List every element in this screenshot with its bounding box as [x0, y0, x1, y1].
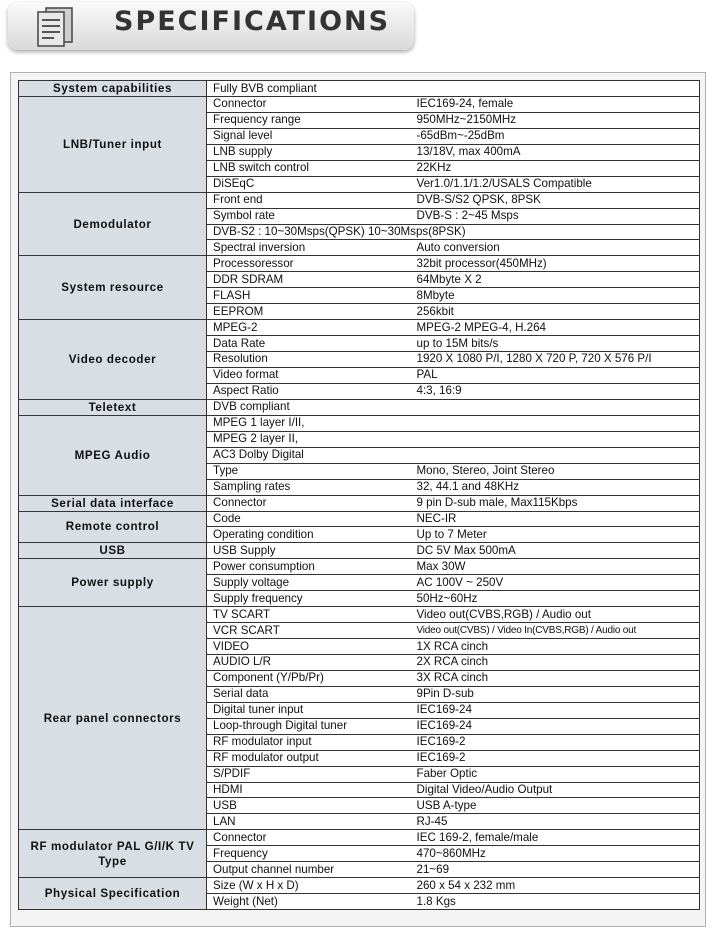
spec-value: IEC169-2 [411, 734, 700, 750]
spec-value: Auto conversion [411, 240, 700, 256]
spec-label: MPEG-2 [207, 320, 411, 336]
spec-label: Front end [207, 192, 411, 208]
category-cell: LNB/Tuner input [19, 97, 207, 193]
table-row [19, 543, 700, 559]
spec-label: LNB switch control [207, 160, 411, 176]
spec-span-cell: Fully BVB compliant [207, 81, 700, 97]
spec-value: Max 30W [411, 559, 700, 575]
category-cell: Power supply [19, 559, 207, 607]
spec-label: HDMI [207, 782, 411, 798]
spec-value: Video out(CVBS) / Video In(CVBS,RGB) / Audio out [411, 623, 700, 639]
spec-value: 21~69 [411, 862, 700, 878]
spec-label: Supply frequency [207, 591, 411, 607]
table-row [19, 192, 700, 208]
spec-label: Code [207, 511, 411, 527]
spec-label: DiSEqC [207, 176, 411, 192]
spec-label: Processoressor [207, 256, 411, 272]
spec-value: 1920 X 1080 P/I, 1280 X 720 P, 720 X 576 P/I [411, 352, 700, 368]
spec-label: DDR SDRAM [207, 272, 411, 288]
spec-value: 8Mbyte [411, 288, 700, 304]
spec-value: -65dBm~-25dBm [411, 128, 700, 144]
table-row [19, 607, 700, 623]
spec-label: Resolution [207, 352, 411, 368]
spec-label: USB [207, 798, 411, 814]
spec-value: IEC169-24 [411, 718, 700, 734]
category-cell: Serial data interface [19, 495, 207, 511]
spec-label: Supply voltage [207, 575, 411, 591]
spec-value: Mono, Stereo, Joint Stereo [411, 463, 700, 479]
category-cell: System capabilities [19, 81, 207, 97]
spec-value: Faber Optic [411, 766, 700, 782]
spec-value: 9 pin D-sub male, Max115Kbps [411, 495, 700, 511]
category-cell: MPEG Audio [19, 415, 207, 495]
spec-value: USB A-type [411, 798, 700, 814]
spec-value: IEC 169-2, female/male [411, 830, 700, 846]
spec-label: Power consumption [207, 559, 411, 575]
spec-label: TV SCART [207, 607, 411, 623]
category-cell: RF modulator PAL G/I/K TV Type [19, 830, 207, 878]
table-row [19, 256, 700, 272]
spec-value: DC 5V Max 500mA [411, 543, 700, 559]
spec-value: DVB-S/S2 QPSK, 8PSK [411, 192, 700, 208]
spec-value: RJ-45 [411, 814, 700, 830]
spec-label: Digital tuner input [207, 702, 411, 718]
spec-value: 2X RCA cinch [411, 655, 700, 671]
table-row [19, 559, 700, 575]
spec-label: USB Supply [207, 543, 411, 559]
spec-value: 470~860MHz [411, 846, 700, 862]
category-cell: Demodulator [19, 192, 207, 256]
spec-value: MPEG-2 MPEG-4, H.264 [411, 320, 700, 336]
spec-label: Serial data [207, 686, 411, 702]
spec-value: 9Pin D-sub [411, 686, 700, 702]
page-title: SPECIFICATIONS [114, 6, 391, 37]
spec-value: Up to 7 Meter [411, 527, 700, 543]
spec-label: Symbol rate [207, 208, 411, 224]
spec-value: 50Hz~60Hz [411, 591, 700, 607]
spec-label: Data Rate [207, 336, 411, 352]
spec-value: DVB-S : 2~45 Msps [411, 208, 700, 224]
spec-label: Connector [207, 830, 411, 846]
spec-value: 13/18V, max 400mA [411, 144, 700, 160]
spec-label: Aspect Ratio [207, 383, 411, 399]
spec-value: 22KHz [411, 160, 700, 176]
spec-label: Frequency range [207, 112, 411, 128]
category-cell: System resource [19, 256, 207, 320]
category-cell: Teletext [19, 399, 207, 415]
table-row [19, 81, 700, 97]
spec-value: NEC-IR [411, 511, 700, 527]
spec-value [411, 431, 700, 447]
spec-label: EEPROM [207, 304, 411, 320]
spec-label: S/PDIF [207, 766, 411, 782]
category-cell: Physical Specification [19, 878, 207, 910]
spec-value: IEC169-2 [411, 750, 700, 766]
spec-value: Digital Video/Audio Output [411, 782, 700, 798]
document-icon [26, 6, 82, 50]
spec-value [411, 447, 700, 463]
spec-label: RF modulator input [207, 734, 411, 750]
spec-label: Sampling rates [207, 479, 411, 495]
spec-label: Frequency [207, 846, 411, 862]
table-row [19, 97, 700, 113]
table-row [19, 878, 700, 894]
spec-label: LNB supply [207, 144, 411, 160]
spec-value: 32bit processor(450MHz) [411, 256, 700, 272]
spec-label: FLASH [207, 288, 411, 304]
spec-label: LAN [207, 814, 411, 830]
spec-label: Loop-through Digital tuner [207, 718, 411, 734]
spec-label: MPEG 2 layer II, [207, 431, 411, 447]
spec-label: Size (W x H x D) [207, 878, 411, 894]
spec-label: Weight (Net) [207, 894, 411, 910]
spec-value [411, 415, 700, 431]
spec-label: VCR SCART [207, 623, 411, 639]
specifications-table [18, 80, 700, 910]
spec-value: 1X RCA cinch [411, 639, 700, 655]
spec-value: 260 x 54 x 232 mm [411, 878, 700, 894]
category-cell: Video decoder [19, 320, 207, 400]
table-row [19, 830, 700, 846]
category-cell: Rear panel connectors [19, 607, 207, 830]
table-row [19, 495, 700, 511]
spec-value: up to 15M bits/s [411, 336, 700, 352]
spec-label: Connector [207, 97, 411, 113]
table-row [19, 320, 700, 336]
spec-value: PAL [411, 367, 700, 383]
spec-label: Video format [207, 367, 411, 383]
category-cell: USB [19, 543, 207, 559]
spec-label: Type [207, 463, 411, 479]
spec-span-cell: DVB compliant [207, 399, 700, 415]
spec-label: Connector [207, 495, 411, 511]
table-row [19, 399, 700, 415]
spec-span-cell: DVB-S2 : 10~30Msps(QPSK) 10~30Msps(8PSK) [207, 224, 700, 240]
table-row [19, 415, 700, 431]
spec-label: AC3 Dolby Digital [207, 447, 411, 463]
spec-value: Ver1.0/1.1/1.2/USALS Compatible [411, 176, 700, 192]
spec-value: 3X RCA cinch [411, 670, 700, 686]
spec-label: Operating condition [207, 527, 411, 543]
spec-label: Component (Y/Pb/Pr) [207, 670, 411, 686]
category-cell: Remote control [19, 511, 207, 543]
spec-value: 32, 44.1 and 48KHz [411, 479, 700, 495]
spec-value: 1.8 Kgs [411, 894, 700, 910]
spec-value: Video out(CVBS,RGB) / Audio out [411, 607, 700, 623]
spec-label: VIDEO [207, 639, 411, 655]
table-row [19, 511, 700, 527]
spec-label: AUDIO L/R [207, 655, 411, 671]
spec-value: AC 100V ~ 250V [411, 575, 700, 591]
spec-value: IEC169-24 [411, 702, 700, 718]
spec-label: RF modulator output [207, 750, 411, 766]
spec-value: 64Mbyte X 2 [411, 272, 700, 288]
spec-value: 4:3, 16:9 [411, 383, 700, 399]
spec-value: IEC169-24, female [411, 97, 700, 113]
spec-value: 950MHz~2150MHz [411, 112, 700, 128]
spec-label: MPEG 1 layer I/II, [207, 415, 411, 431]
spec-label: Spectral inversion [207, 240, 411, 256]
spec-label: Output channel number [207, 862, 411, 878]
spec-value: 256kbit [411, 304, 700, 320]
spec-label: Signal level [207, 128, 411, 144]
